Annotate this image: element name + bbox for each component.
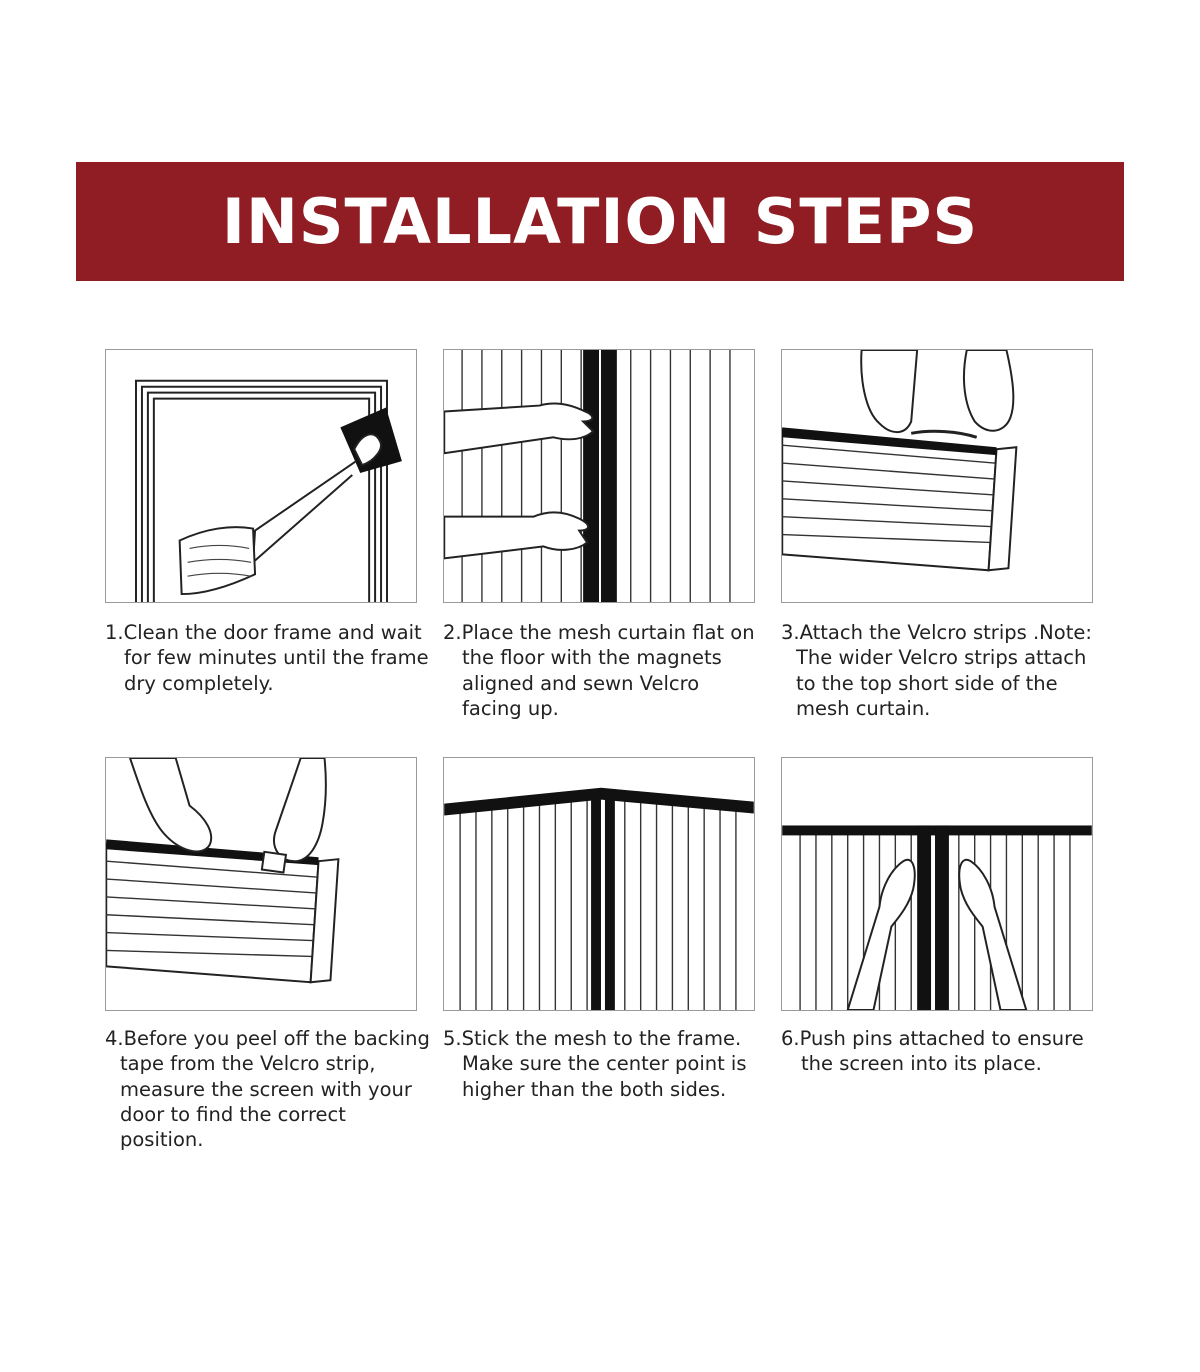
step-3-line-4: mesh curtain. (796, 696, 931, 720)
step-6-line-2: the screen into its place. (801, 1052, 1042, 1076)
step-5-line-2: Make sure the center point is (462, 1052, 747, 1076)
place-mesh-drawing (444, 350, 754, 602)
step-1-line-3: dry completely. (124, 671, 274, 695)
title-banner (76, 162, 1124, 281)
step-3-line-3: to the top short side of the (796, 671, 1058, 695)
measure-screen-drawing (106, 758, 416, 1010)
step-4-line-2: tape from the Velcro strip, (120, 1052, 376, 1076)
step-2-line-4: facing up. (462, 696, 559, 720)
step-3-caption (781, 620, 1121, 721)
step-6-caption (781, 1026, 1121, 1077)
step-1-line-1: 1.Clean the door frame and wait (105, 621, 422, 644)
page-title: INSTALLATION STEPS (221, 185, 979, 258)
step-3-line-1: 3.Attach the Velcro strips .Note: (781, 621, 1092, 644)
step-4-illustration (105, 757, 417, 1011)
step-5-line-3: higher than the both sides. (462, 1077, 727, 1101)
step-4-caption (105, 1026, 445, 1152)
step-6-line-1: 6.Push pins attached to ensure (781, 1027, 1084, 1050)
step-2-line-1: 2.Place the mesh curtain flat on (443, 621, 755, 644)
step-5-line-1: 5.Stick the mesh to the frame. (443, 1027, 742, 1050)
attach-velcro-drawing (782, 350, 1092, 602)
step-2-illustration (443, 349, 755, 603)
clean-frame-drawing (106, 350, 416, 602)
step-1-illustration (105, 349, 417, 603)
push-pins-drawing (782, 758, 1092, 1010)
step-4-line-5: position. (120, 1128, 204, 1152)
step-5-illustration (443, 757, 755, 1011)
step-6-illustration (781, 757, 1093, 1011)
step-4-line-4: door to find the correct (120, 1102, 346, 1126)
step-2-caption (443, 620, 783, 721)
step-5-caption (443, 1026, 783, 1102)
step-4-line-1: 4.Before you peel off the backing (105, 1027, 430, 1050)
step-2-line-3: aligned and sewn Velcro (462, 671, 700, 695)
step-1-line-2: for few minutes until the frame (124, 646, 429, 670)
step-3-illustration (781, 349, 1093, 603)
stick-mesh-drawing (444, 758, 754, 1010)
step-3-line-2: The wider Velcro strips attach (796, 646, 1087, 670)
step-4-line-3: measure the screen with your (120, 1077, 412, 1101)
step-1-caption (105, 620, 445, 696)
step-2-line-2: the floor with the magnets (462, 646, 722, 670)
